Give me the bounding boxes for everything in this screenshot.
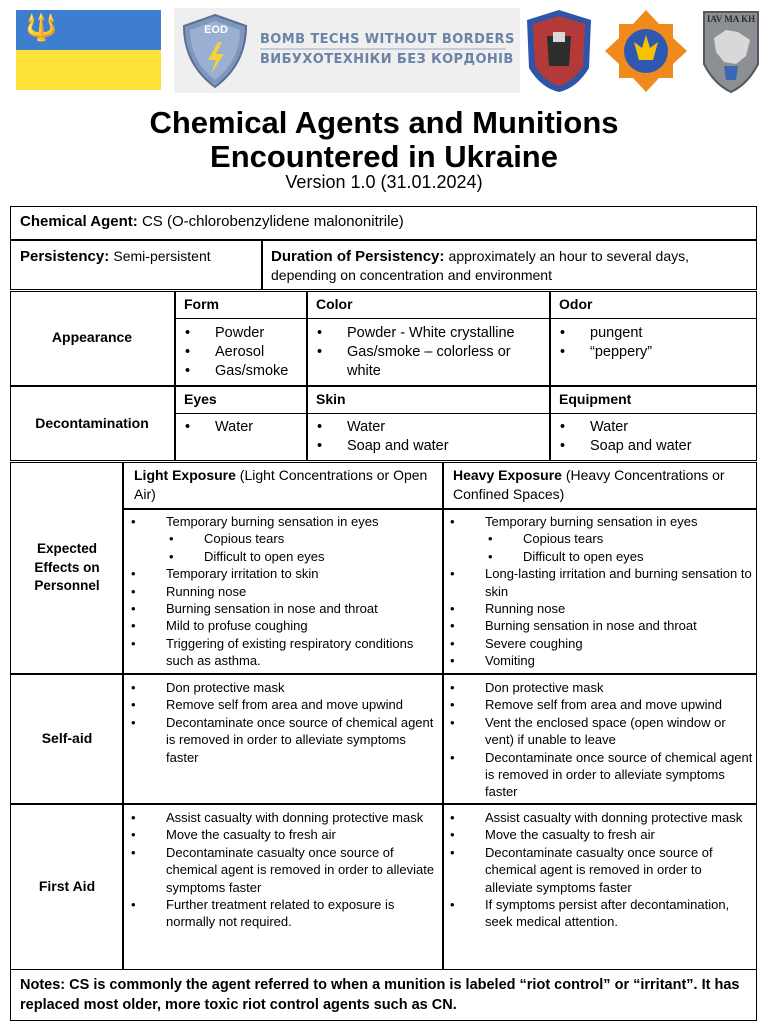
chemical-agent-label: Chemical Agent: [20,213,138,230]
duration-value: approximately an hour to several days, depending on concentration and environment [271,248,690,283]
list-item: • Decontaminate once source of chemical agent is removed in order to alleviate symptoms faster [128,714,440,766]
list-item: • Gas/smoke – colorless or white [315,343,547,381]
list-item: • Soap and water [558,437,754,456]
notes-text: Notes: CS is commonly the agent referred to when a munition is labeled “riot control” or “irritant”. It has replaced most older, more toxic riot control agents such as CN. [20,977,740,1013]
list-item: • Assist casualty with donning protective mask [447,809,753,826]
divider [174,413,757,414]
banner-line-english: BOMB TECHS WITHOUT BORDERS [260,32,515,47]
divider [10,673,757,675]
divider [306,291,308,461]
persistency-label: Persistency: [20,248,110,265]
list-item: • Move the casualty to fresh air [128,826,440,843]
version-label: Version 1.0 (31.01.2024) [285,172,483,192]
heavy-exposure-label: Heavy Exposure [453,467,562,483]
emergency-service-cross-icon [603,8,689,94]
list-item: • Decontaminate once source of chemical agent is removed in order to alleviate symptoms faster [447,749,753,801]
list-item: • Remove self from area and move upwind [128,696,440,713]
divider [10,385,757,387]
list-item [447,513,753,565]
patch-text: IAV MA KH [706,14,756,24]
list-item: • Don protective mask [447,679,753,696]
divider [122,462,124,970]
odor-list [558,324,754,362]
list-item: • Decontaminate casualty once source of chemical agent is removed in order to alleviate symptoms faster [447,844,753,896]
light-self-aid-list [128,679,440,766]
skin-header: Skin [316,391,346,407]
divider [549,291,551,461]
first-aid-label: First Aid [38,878,96,894]
color-list [315,324,547,381]
list-item: • Severe coughing [447,635,753,652]
list-item: • Don protective mask [128,679,440,696]
chemical-agent-value: CS (O-chlorobenzylidene malononitrile) [141,213,404,230]
light-effects-list [128,513,440,670]
light-exposure-label: Light Exposure [134,467,236,483]
list-item: • Soap and water [315,437,547,456]
list-item: • Triggering of existing respiratory conditions such as asthma. [128,635,440,670]
list-item-text: Temporary burning sensation in eyes [166,514,379,529]
sub-list-item: • Copious tears [166,530,440,547]
list-item: • pungent [558,324,754,343]
list-item: • Gas/smoke [183,362,305,381]
divider [10,803,757,805]
heavy-first-aid-list [447,809,753,931]
self-aid-label: Self-aid [41,730,93,746]
list-item [128,513,440,565]
list-item: • “peppery” [558,343,754,362]
ukraine-flag [16,10,161,90]
list-item: • Running nose [128,583,440,600]
odor-header: Odor [559,296,593,312]
divider [122,508,757,510]
eyes-list [183,418,305,437]
eod-badge-text: EOD [204,24,228,36]
form-list [183,324,305,381]
list-item: • Burning sensation in nose and throat [128,600,440,617]
list-item: • Burning sensation in nose and throat [447,617,753,634]
banner-divider [260,48,506,50]
special-service-emblem-icon [523,8,595,94]
page-title-line2: Encountered in Ukraine [210,139,558,174]
equipment-list [558,418,754,456]
list-item: • If symptoms persist after decontamination, seek medical attention. [447,896,753,931]
persistency-cell [20,247,258,266]
list-item: • Move the casualty to fresh air [447,826,753,843]
duration-cell [271,247,751,285]
form-header: Form [184,296,219,312]
expected-effects-label: Expected Effects on Personnel [34,541,100,593]
sub-list-item: • Copious tears [485,530,753,547]
heavy-self-aid-list [447,679,753,801]
list-item-text: Temporary burning sensation in eyes [485,514,698,529]
page-title-line1: Chemical Agents and Munitions [149,105,619,140]
chemical-agent-row [20,212,750,231]
persistency-value: Semi-persistent [113,248,211,264]
duration-label: Duration of Persistency: [271,248,445,265]
divider [174,291,176,461]
list-item: • Aerosol [183,343,305,362]
divider [442,462,444,970]
list-item: • Water [183,418,305,437]
list-item: • Running nose [447,600,753,617]
heavy-effects-list [447,513,753,670]
sub-list-item: • Difficult to open eyes [485,548,753,565]
divider [261,239,263,290]
eyes-header: Eyes [184,391,217,407]
decontamination-label: Decontamination [35,415,149,431]
color-header: Color [316,296,353,312]
banner-line-ukrainian: ВИБУХОТЕХНІКИ БЕЗ КОРДОНІВ [260,52,514,67]
divider [174,318,757,319]
list-item: • Decontaminate casualty once source of chemical agent is removed in order to alleviate symptoms faster [128,844,440,896]
list-item: • Remove self from area and move upwind [447,696,753,713]
list-item: • Long-lasting irritation and burning sensation to skin [447,565,753,600]
trident-icon: 🔱 [25,13,58,43]
heavy-exposure-detail: (Heavy Concentrations or Confined Spaces) [453,467,725,502]
list-item: • Vomiting [447,652,753,669]
divider [10,239,757,241]
list-item: • Mild to profuse coughing [128,617,440,634]
heavy-exposure-header [453,466,751,504]
list-item: • Powder - White crystalline [315,324,547,343]
sub-list-item: • Difficult to open eyes [166,548,440,565]
appearance-label: Appearance [51,329,133,345]
list-item: • Water [558,418,754,437]
list-item: • Further treatment related to exposure is normally not required. [128,896,440,931]
light-exposure-header [134,466,434,504]
list-item: • Assist casualty with donning protective mask [128,809,440,826]
skin-list [315,418,547,456]
list-item: • Powder [183,324,305,343]
list-item: • Temporary irritation to skin [128,565,440,582]
bomb-techs-banner [174,8,520,93]
light-first-aid-list [128,809,440,931]
list-item: • Vent the enclosed space (open window or vent) if unable to leave [447,714,753,749]
light-exposure-detail: (Light Concentrations or Open Air) [134,467,428,502]
equipment-header: Equipment [559,391,632,407]
list-item: • Water [315,418,547,437]
